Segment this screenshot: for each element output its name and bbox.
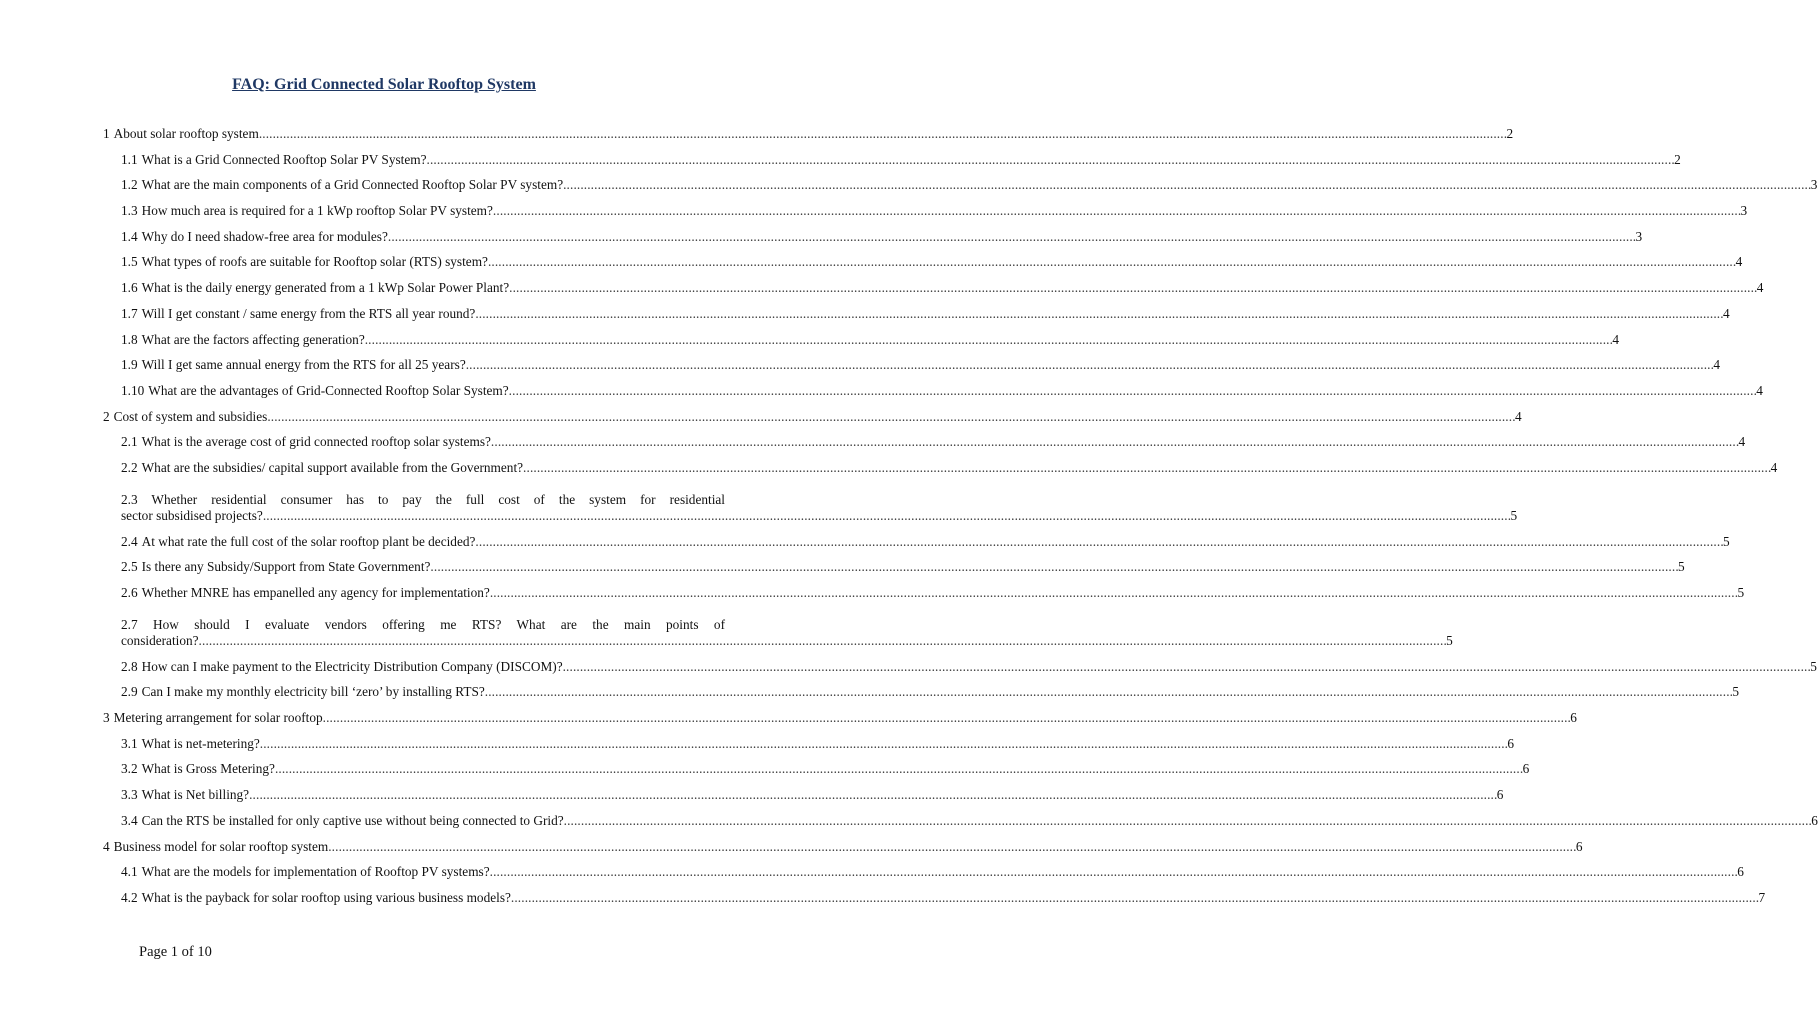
toc-entry-page: 6: [1507, 735, 1515, 751]
toc-entry-title: Can the RTS be installed for only captive use without being connected to Grid?: [141, 812, 564, 828]
dot-leader: [328, 839, 1575, 855]
toc-entry-page: 5: [1732, 684, 1740, 700]
toc-entry-page: 4: [1735, 254, 1743, 270]
toc-entry[interactable]: [103, 761, 1530, 787]
toc-entry-page: 6: [1737, 864, 1744, 880]
toc-entry-title: What is a Grid Connected Rooftop Solar PV System?: [141, 151, 427, 167]
toc-entry-page: 4: [1738, 434, 1746, 450]
dot-leader: [249, 787, 1496, 803]
toc-entry-number: 2.7: [121, 616, 154, 632]
toc-entry[interactable]: [103, 280, 1764, 306]
dot-leader: [323, 710, 1570, 726]
dot-leader: [259, 126, 1506, 142]
toc-entry-number: 4.1: [121, 864, 138, 880]
toc-entry[interactable]: [103, 864, 1744, 890]
toc-entry-title: Will I get same annual energy from the RTS for all 25 years?: [141, 357, 466, 373]
toc-entry-page: 4: [1514, 408, 1522, 424]
toc-entry[interactable]: [103, 357, 1720, 383]
toc-entry-page: 4: [1770, 459, 1778, 475]
toc-entry-page: 5: [1723, 533, 1730, 549]
toc-entry-title: Whether residential consumer has to pay the full cost of the system for residential: [151, 491, 725, 507]
toc-entry-title: What is the daily energy generated from a 1 kWp Solar Power Plant?: [141, 280, 510, 296]
dot-leader: [427, 152, 1674, 168]
dot-leader: [466, 357, 1713, 373]
dot-leader: [199, 633, 1446, 649]
dot-leader: [260, 736, 1507, 752]
toc-entry-page: 3: [1740, 203, 1748, 219]
toc-entry-page: 2: [1506, 126, 1514, 141]
toc-entry-title: What are the main components of a Grid Connected Rooftop Solar PV system?: [141, 177, 564, 193]
dot-leader: [490, 585, 1737, 601]
toc-entry-page: 6: [1570, 710, 1577, 726]
dot-leader: [365, 332, 1612, 348]
toc-entry[interactable]: [103, 408, 1522, 435]
dot-leader: [485, 684, 1732, 700]
toc-entry-number: 1: [103, 126, 110, 141]
toc-entry-page: 5: [1446, 632, 1453, 648]
toc-entry-title: How much area is required for a 1 kWp rooftop Solar PV system?: [141, 203, 493, 219]
toc-entry-title: What is the average cost of grid connected rooftop solar systems?: [141, 434, 491, 450]
toc-entry-number: 3.4: [121, 812, 138, 828]
toc-entry-title: What is Gross Metering?: [141, 761, 275, 777]
toc-entry-title: What is the payback for solar rooftop using various business models?: [141, 889, 511, 905]
toc-entry[interactable]: [103, 228, 1643, 255]
dot-leader: [491, 434, 1738, 450]
toc-entry-title: How should I evaluate vendors offering me RTS? What are the main points of: [153, 616, 725, 632]
toc-entry-title: Can I make my monthly electricity bill ‘zero’ by installing RTS?: [141, 684, 485, 700]
toc-entry-title: At what rate the full cost of the solar rooftop plant be decided?: [141, 533, 476, 549]
toc-entry-page: 6: [1811, 812, 1818, 828]
toc-entry-page: 5: [1510, 507, 1518, 523]
toc-entry[interactable]: [103, 787, 1504, 813]
toc-entry-number: 3.2: [121, 761, 138, 777]
toc-entry-number: 1.5: [121, 254, 138, 270]
toc-entry-number: 4: [103, 838, 110, 854]
toc-entry-number: 2.4: [121, 533, 138, 549]
toc-entry-title: Business model for solar rooftop system: [113, 838, 329, 854]
toc-entry-page: 5: [1810, 658, 1817, 674]
toc-entry-title: Why do I need shadow-free area for modules?: [141, 228, 388, 244]
toc-entry-number: 1.9: [121, 357, 138, 373]
dot-leader: [509, 280, 1756, 296]
dot-leader: [564, 813, 1811, 829]
toc-entry-page: 4: [1612, 331, 1619, 347]
dot-leader: [563, 659, 1810, 675]
dot-leader: [490, 864, 1737, 880]
toc-entry-title: Cost of system and subsidies: [113, 408, 268, 424]
toc-entry[interactable]: [103, 177, 1818, 203]
toc-entry-page: 5: [1737, 585, 1745, 600]
table-of-contents: [103, 126, 1818, 916]
toc-entry-page: 3: [1810, 177, 1818, 193]
toc-entry-page: 3: [1635, 228, 1643, 244]
toc-entry-title: Is there any Subsidy/Support from State Government?: [141, 559, 431, 575]
toc-entry-title-continued: consideration?: [121, 632, 199, 648]
toc-entry[interactable]: [103, 151, 1681, 178]
toc-entry[interactable]: [103, 533, 1730, 560]
toc-entry-page: 6: [1522, 761, 1530, 777]
toc-entry[interactable]: [103, 710, 1577, 736]
toc-entry-page: 4: [1722, 305, 1730, 321]
toc-entry-title: Metering arrangement for solar rooftop: [113, 710, 323, 726]
toc-entry-page: 6: [1575, 838, 1583, 854]
toc-entry-title: What are the advantages of Grid-Connected Rooftop Solar System?: [148, 382, 509, 398]
toc-entry-number: 1.3: [121, 203, 138, 219]
toc-entry-title-continued: sector subsidised projects?: [121, 507, 263, 523]
toc-entry[interactable]: [103, 889, 1766, 916]
toc-entry[interactable]: [103, 434, 1746, 460]
toc-entry-number: 2: [103, 408, 110, 424]
toc-entry[interactable]: [103, 658, 1817, 685]
toc-entry-title: How can I make payment to the Electricity Distribution Company (DISCOM)?: [141, 658, 563, 674]
dot-leader: [275, 761, 1522, 777]
dot-leader: [267, 409, 1514, 425]
toc-entry-number: 2.1: [121, 434, 138, 450]
toc-entry-number: 1.1: [121, 151, 138, 167]
toc-entry-page: 7: [1758, 889, 1766, 905]
toc-entry-number: 1.7: [121, 305, 138, 321]
toc-entry-page: 4: [1756, 280, 1764, 296]
dot-leader: [511, 890, 1758, 906]
dot-leader: [263, 508, 1510, 524]
toc-entry-number: 3.3: [121, 787, 138, 803]
toc-entry[interactable]: [103, 382, 1763, 409]
toc-entry[interactable]: [103, 126, 1514, 152]
toc-entry-number: 1.2: [121, 177, 138, 193]
toc-entry-page: 4: [1713, 357, 1720, 373]
toc-entry-page: 4: [1756, 382, 1763, 398]
toc-entry-title: About solar rooftop system: [113, 126, 259, 141]
dot-leader: [388, 229, 1635, 245]
toc-entry-page: 2: [1674, 151, 1681, 167]
page-number: Page 1 of 10: [139, 944, 212, 960]
toc-entry-title: What types of roofs are suitable for Rooftop solar (RTS) system?: [141, 254, 488, 270]
toc-entry[interactable]: [103, 735, 1515, 762]
toc-entry[interactable]: [103, 684, 1740, 710]
toc-entry-title: What are the models for implementation of Rooftop PV systems?: [141, 864, 490, 880]
toc-entry-number: 2.6: [121, 585, 138, 600]
toc-entry-page: 5: [1678, 559, 1685, 575]
toc-entry-number: 4.2: [121, 889, 138, 905]
toc-entry[interactable]: [103, 585, 1745, 611]
toc-entry[interactable]: [103, 203, 1748, 229]
toc-entry-number: 2.9: [121, 684, 138, 700]
dot-leader: [523, 460, 1770, 476]
toc-entry-number: 2.3: [121, 491, 152, 507]
toc-entry-title: What is Net billing?: [141, 787, 250, 803]
toc-entry[interactable]: [103, 812, 1818, 839]
toc-entry-number: 3: [103, 710, 110, 726]
toc-entry[interactable]: [103, 331, 1619, 358]
toc-entry-number: 1.8: [121, 331, 138, 347]
toc-entry-number: 2.8: [121, 658, 138, 674]
toc-entry[interactable]: [103, 254, 1743, 280]
toc-entry-page: 6: [1496, 787, 1504, 803]
dot-leader: [509, 383, 1756, 399]
toc-entry-title: What are the factors affecting generation?: [141, 331, 365, 347]
toc-entry[interactable]: [103, 559, 1685, 585]
toc-entry-number: 1.6: [121, 280, 138, 296]
dot-leader: [563, 177, 1810, 193]
toc-entry-number: 2.2: [121, 459, 138, 475]
toc-entry-number: 1.4: [121, 228, 138, 244]
dot-leader: [430, 559, 1677, 575]
toc-entry[interactable]: [103, 838, 1583, 865]
toc-entry-number: 1.10: [121, 382, 145, 398]
toc-entry-title: Will I get constant / same energy from the RTS all year round?: [141, 305, 476, 321]
toc-entry-title: Whether MNRE has empanelled any agency for implementation?: [141, 585, 490, 600]
dot-leader: [475, 534, 1722, 550]
toc-entry[interactable]: [103, 491, 1518, 534]
toc-entry-number: 3.1: [121, 735, 138, 751]
dot-leader: [475, 306, 1722, 322]
toc-entry-title: What is net-metering?: [141, 735, 260, 751]
dot-leader: [493, 203, 1740, 219]
document-title: FAQ: Grid Connected Solar Rooftop System: [232, 76, 536, 93]
toc-entry[interactable]: [103, 459, 1778, 486]
toc-entry[interactable]: [103, 305, 1730, 332]
dot-leader: [488, 254, 1735, 270]
toc-entry-number: 2.5: [121, 559, 138, 575]
toc-entry-title: What are the subsidies/ capital support available from the Government?: [141, 459, 524, 475]
toc-entry[interactable]: [103, 616, 1453, 659]
